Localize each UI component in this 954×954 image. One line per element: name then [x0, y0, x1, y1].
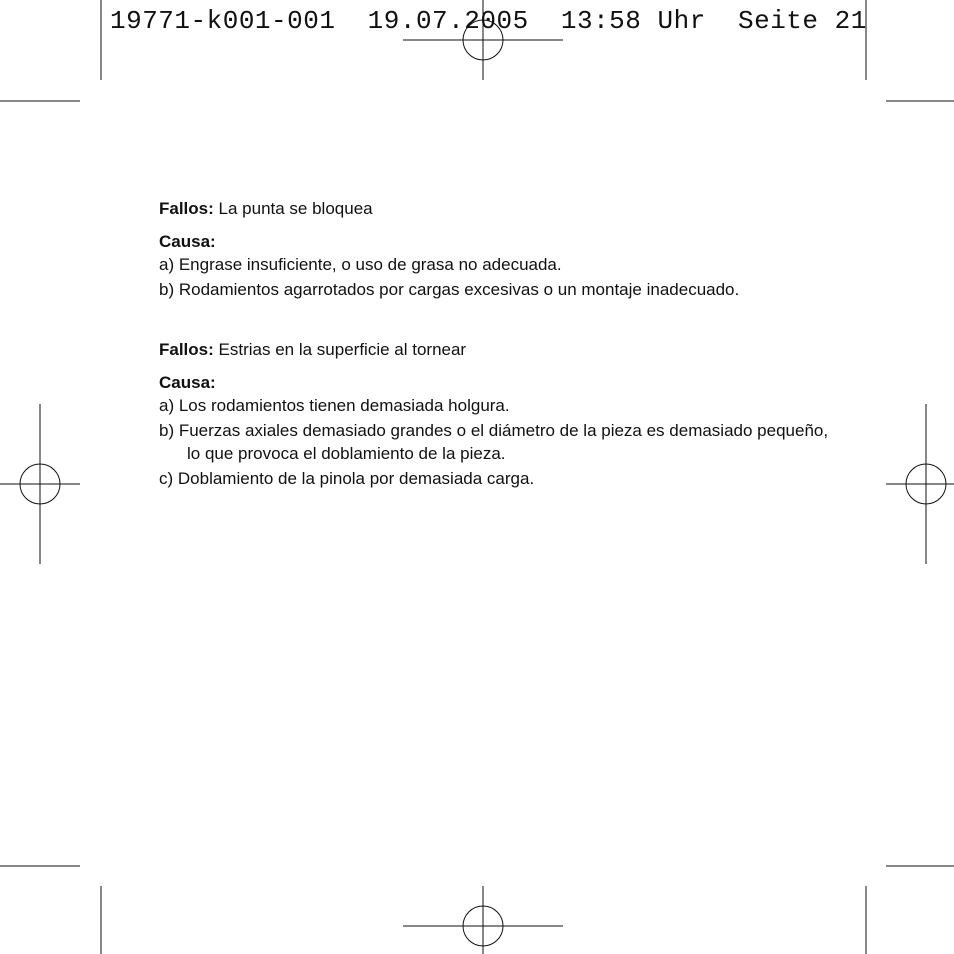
- fault-section: [159, 338, 839, 490]
- fault-label: Fallos:: [159, 199, 214, 218]
- cause-label: Causa:: [159, 373, 216, 392]
- cause-item: a) Los rodamientos tienen demasiada holgura.: [159, 396, 510, 415]
- cause-item: b) Fuerzas axiales demasiado grandes o el diámetro de la pieza es demasiado pequeño, lo que provoca el doblamiento de la pieza.: [159, 421, 829, 463]
- cause-item: a) Engrase insuficiente, o uso de grasa no adecuada.: [159, 255, 562, 274]
- fault-line: [159, 338, 839, 361]
- registration-mark-right: [886, 404, 954, 564]
- fault-line: [159, 197, 839, 220]
- cause-item: b) Rodamientos agarrotados por cargas excesivas o un montaje inadecuado.: [159, 280, 740, 299]
- fault-text: Estrias en la superficie al tornear: [218, 340, 467, 359]
- fault-text: La punta se bloquea: [218, 199, 373, 218]
- registration-mark-bottom: [403, 886, 563, 954]
- registration-mark-left: [0, 404, 80, 564]
- fault-section: [159, 197, 839, 301]
- troubleshooting-content: [159, 197, 839, 527]
- cause-item: c) Doblamiento de la pinola por demasiada carga.: [159, 469, 535, 488]
- print-slug-header: 19771-k001-001 19.07.2005 13:58 Uhr Seite 21: [110, 6, 867, 36]
- cause-label: Causa:: [159, 232, 216, 251]
- fault-label: Fallos:: [159, 340, 214, 359]
